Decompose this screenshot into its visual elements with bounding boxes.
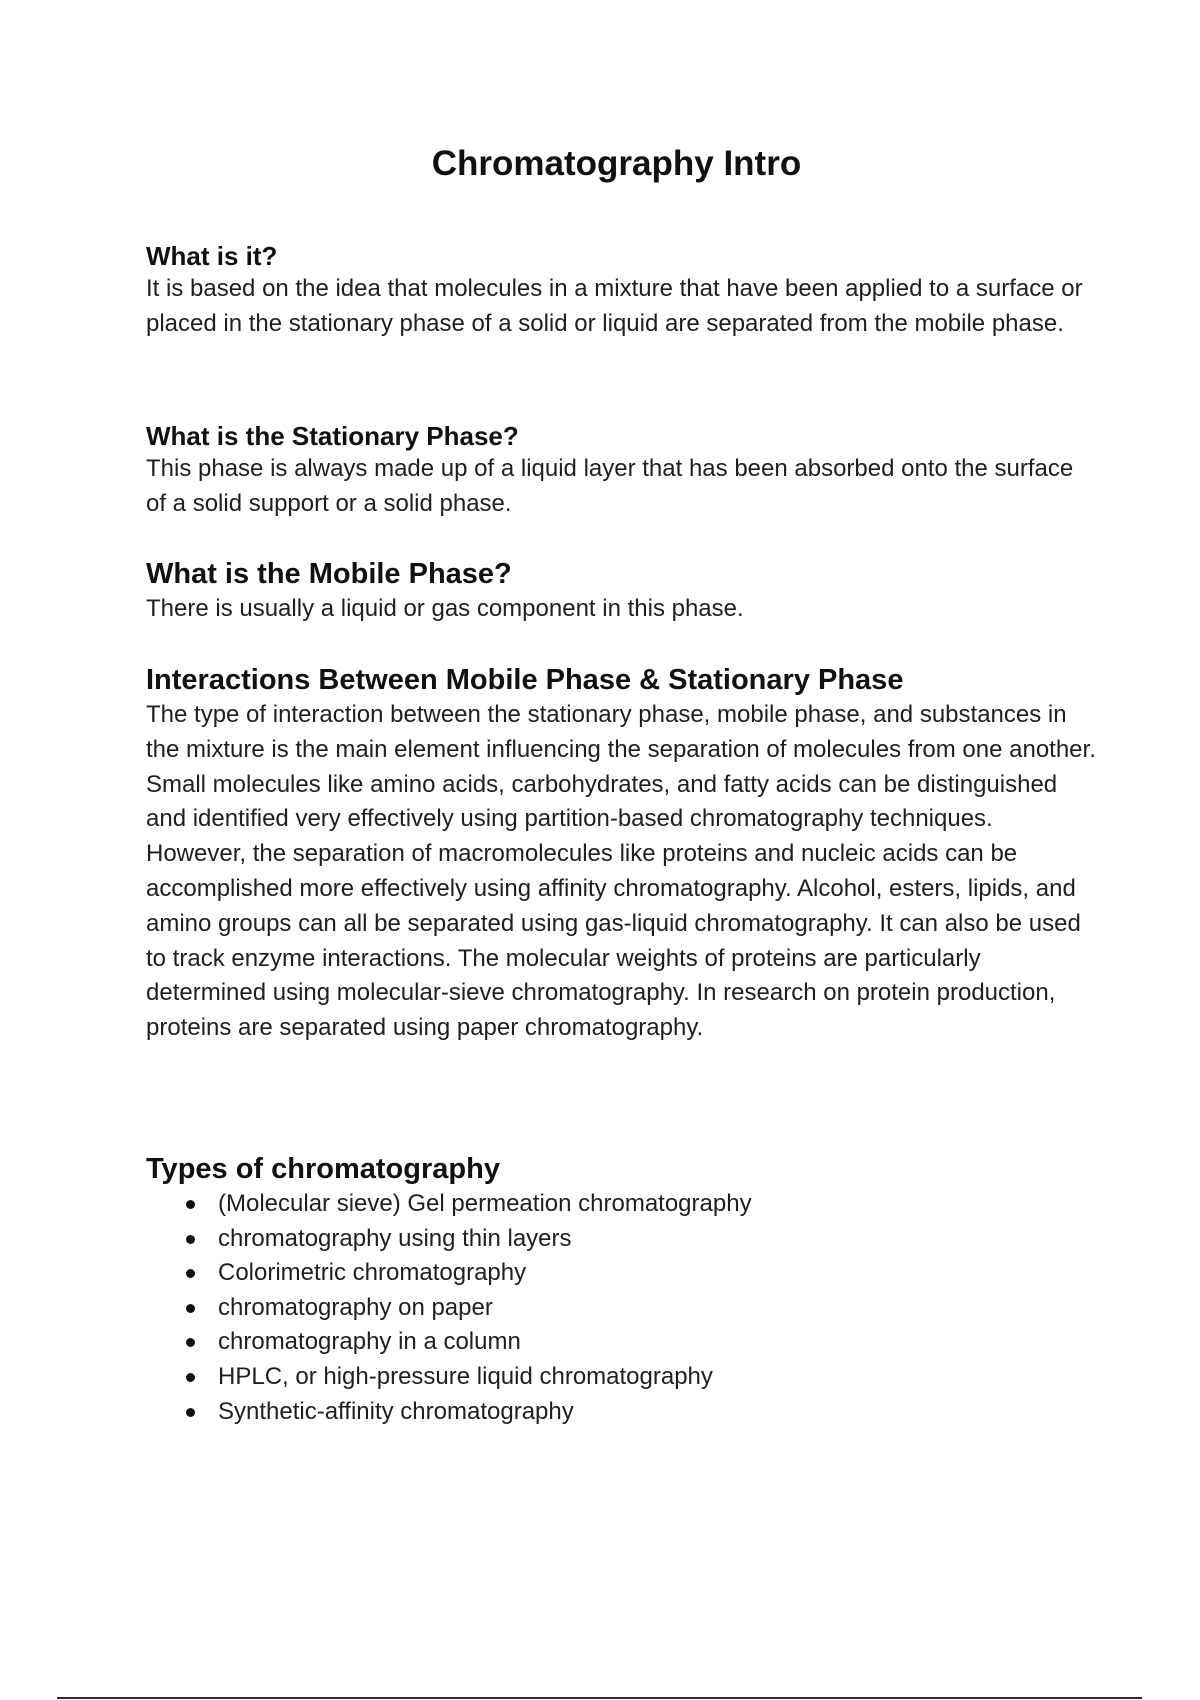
list-item: [146, 1256, 1096, 1291]
section-body-interactions: The type of interaction between the stationary phase, mobile phase, and substances in the mixture is the main element influencing the separation of molecules from one another. Small molecules like amino acids, carbohydrates, and fatty acids can be distinguished and identified very effectively using partition-based chromatography techniques. However, the separation of macromolecules like proteins and nucleic acids can be accomplished more effectively using affinity chromatography. Alcohol, esters, lipids, and amino groups can all be separated using gas-liquid chromatography. It can also be used to track enzyme interactions. The molecular weights of proteins are particularly determined using molecular-sieve chromatography. In research on protein production, proteins are separated using paper chromatography.: [146, 701, 1096, 1042]
list-item-text: chromatography in a column: [218, 1328, 521, 1356]
list-item-text: chromatography on paper: [218, 1293, 493, 1321]
list-item-text: chromatography using thin layers: [218, 1224, 572, 1252]
section-interactions: [146, 662, 1096, 1046]
section-body-what-is-it: It is based on the idea that molecules in a mixture that have been applied to a surface or placed in the stationary phase of a solid or liquid are separated from the mobile phase.: [146, 275, 1083, 337]
section-heading-interactions: Interactions Between Mobile Phase & Stationary Phase: [146, 664, 904, 696]
bullet-icon: [186, 1373, 195, 1382]
bullet-icon: [186, 1338, 195, 1347]
page-title: Chromatography Intro: [431, 144, 802, 183]
section-mobile-phase: [146, 556, 1096, 627]
list-item: [146, 1395, 1096, 1430]
section-body-stationary-phase: This phase is always made up of a liquid layer that has been absorbed onto the surface of a solid support or a solid phase.: [146, 455, 1074, 517]
list-item-text: HPLC, or high-pressure liquid chromatography: [218, 1362, 713, 1390]
list-item: [146, 1222, 1096, 1257]
list-item-text: (Molecular sieve) Gel permeation chromatography: [218, 1190, 752, 1217]
types-list: [146, 1187, 1096, 1429]
section-stationary-phase: [146, 420, 1096, 522]
bullet-icon: [186, 1304, 195, 1313]
section-heading-what-is-it: What is it?: [146, 241, 278, 271]
section-heading-mobile-phase: What is the Mobile Phase?: [146, 558, 512, 590]
bullet-icon: [186, 1408, 195, 1417]
section-what-is-it: [146, 240, 1096, 342]
list-item: [146, 1291, 1096, 1326]
page-bottom-divider: [57, 1697, 1142, 1699]
section-heading-stationary-phase: What is the Stationary Phase?: [146, 421, 519, 451]
list-item: [146, 1325, 1096, 1360]
list-item: [146, 1187, 1096, 1222]
bullet-icon: [186, 1269, 195, 1278]
list-item-text: Synthetic-affinity chromatography: [218, 1397, 574, 1425]
bullet-icon: [186, 1200, 195, 1209]
list-item: [146, 1360, 1096, 1395]
section-body-mobile-phase: There is usually a liquid or gas component in this phase.: [146, 595, 744, 622]
list-item-text: Colorimetric chromatography: [218, 1259, 527, 1287]
section-heading-types: Types of chromatography: [146, 1153, 500, 1185]
bullet-icon: [186, 1235, 195, 1244]
section-types: [146, 1151, 1096, 1429]
